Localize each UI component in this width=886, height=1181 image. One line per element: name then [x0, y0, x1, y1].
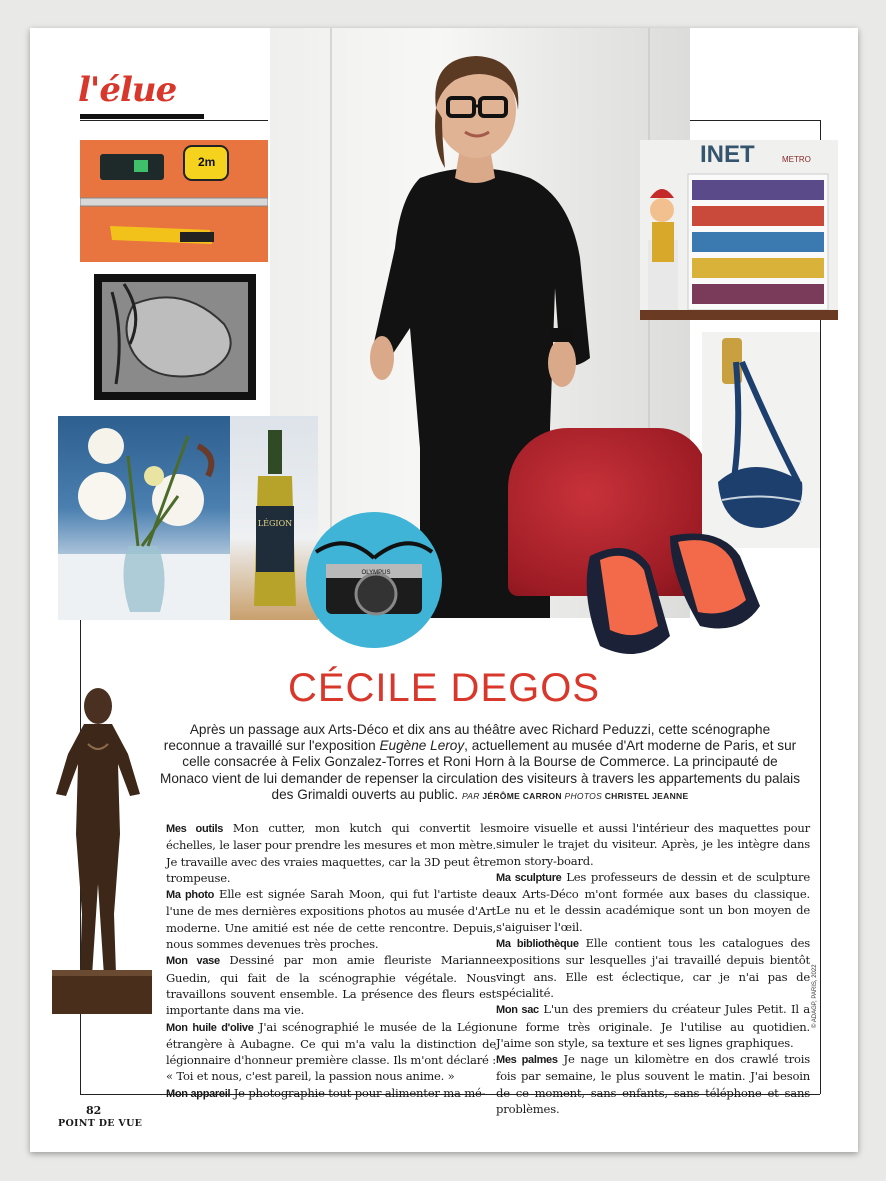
frame-rule-top-right	[690, 120, 820, 121]
paragraph-lead: Mon huile d'olive	[166, 1021, 254, 1034]
camera-photo	[306, 512, 442, 648]
moon-photo-illustration	[94, 274, 256, 400]
paragraph-lead: Mon sac	[496, 1004, 539, 1017]
paragraph-text: Je photographie tout pour alimenter ma mé-	[230, 1085, 486, 1100]
sculpture-photo	[48, 684, 156, 1018]
byline-author: JÉRÔME CARRON	[482, 790, 562, 801]
books-sign: INET	[700, 141, 755, 168]
byline	[462, 791, 688, 801]
vase-photo	[58, 416, 230, 620]
bookshelf-photo	[640, 140, 838, 320]
camera-brand: OLYMPUS	[361, 570, 391, 576]
sarah-moon-photo	[94, 274, 256, 400]
books-sign-small: METRO	[782, 155, 811, 164]
bag-illustration	[702, 332, 820, 548]
paragraph-lead: Mes outils	[166, 823, 224, 835]
olive-oil-illustration	[230, 416, 318, 620]
intro-paragraph	[160, 722, 800, 804]
tape-label: 2m	[198, 155, 216, 169]
byline-label: PAR	[461, 790, 480, 801]
magazine-page	[30, 28, 858, 1152]
paragraph-lead: Mes palmes	[496, 1054, 558, 1067]
copyright-notice: © ADAGP, PARIS, 2022	[812, 964, 818, 1028]
vase-illustration	[58, 416, 230, 620]
paragraph-text: Elle contient tous les catalogues des expositions sur lesquelles j'ai travaillé depuis bientôt vingt ans. Elle est éclectique, car je n'ai pas de spécialité.	[496, 936, 810, 1000]
text-column-left	[166, 820, 496, 1102]
tools-illustration	[80, 140, 268, 262]
tools-photo	[80, 140, 268, 262]
paragraph-lead: Mon appareil	[166, 1087, 231, 1100]
intro-text-1: Après un passage aux Arts-Déco et dix ans au théâtre avec Richard Peduzzi, cette scénographe reconnue a travaillé sur l'exposition	[163, 722, 771, 754]
paragraph-text: Elle est signée Sarah Moon, qui fut l'artiste de l'une de mes dernières expositions photos au musée d'Art moderne. Une amitié est née de cette rencontre. Depuis, nous sommes devenues très proches.	[166, 887, 496, 952]
photos-author: CHRISTEL JEANNE	[604, 790, 689, 801]
photos-label: PHOTOS	[564, 790, 603, 801]
section-title: l'élue	[78, 70, 177, 110]
paragraph-lead: Ma photo	[166, 889, 215, 902]
paragraph-text: J'ai scénographié le musée de la Légion étrangère à Aubagne. Ce qui m'a valu la distinction de légionnaire d'honneur première classe. Ils m'ont déclaré : « Toi et nous, c'est pareil, la passion nous anime. »	[166, 1019, 496, 1084]
paragraph-text: Mon cutter, mon kutch qui convertit les échelles, le laser pour prendre les mesures et mon mètre. Je travaille avec des vraies maquettes, car la 3D peut être trompeuse.	[166, 821, 496, 885]
paragraph-text: Dessiné par mon amie fleuriste Marianne Guedin, qui fait de la scénographie végétale. Nous travaillons souvent ensemble. La présence des fleurs est importante dans ma vie.	[166, 953, 496, 1018]
intro-italic: Eugène Leroy	[379, 738, 465, 754]
bookshelf-illustration	[640, 140, 838, 320]
paragraph-text: Les professeurs de dessin et de sculpture aux Arts-Déco m'ont formée aux bases du classique. Le nu et le dessin académique sont un bon moyen de s'aiguiser l'œil.	[496, 869, 810, 934]
headline: CÉCILE DEGOS	[287, 666, 601, 710]
page-number: 82	[86, 1104, 102, 1117]
paragraph-text: L'un des premiers du créateur Jules Petit. Il a une forme très originale. Je l'utilise au quotidien. J'aime son style, sa texture et ses lignes graphiques.	[496, 1002, 810, 1050]
olive-oil-photo	[230, 416, 318, 620]
oil-label: LÉGION	[257, 519, 293, 528]
magazine-name: POINT DE VUE	[58, 1118, 143, 1129]
paragraph-text: moire visuelle et aussi l'intérieur des maquettes pour simuler le trajet du visiteur. Après, je les intègre dans mon story-board.	[496, 821, 810, 868]
intro-text-2: , actuellement au musée d'Art moderne de Paris, et sur celle consacrée à Felix Gonzalez-Torres et Roni Horn à la Bourse de Commerce. La principauté de Monaco vient de lui demander de repenser la circulation des visiteurs à travers les appartements du palais des Grimaldi ouverts au public.	[160, 738, 801, 802]
section-title-bar	[80, 114, 204, 119]
frame-rule-top-left	[80, 120, 268, 121]
bag-photo	[702, 332, 820, 548]
text-column-right	[496, 820, 810, 1117]
paragraph-text: Je nage un kilomètre en dos crawlé trois fois par semaine, le plus souvent le matin. J'ai besoin de ce moment, sans enfants, sans téléphone et sans problèmes.	[496, 1052, 810, 1117]
paragraph-lead: Ma bibliothèque	[496, 938, 579, 951]
camera-illustration	[306, 512, 442, 648]
swim-fins-photo	[570, 526, 770, 666]
paragraph-lead: Mon vase	[166, 955, 220, 968]
paragraph-lead: Ma sculpture	[496, 871, 562, 884]
